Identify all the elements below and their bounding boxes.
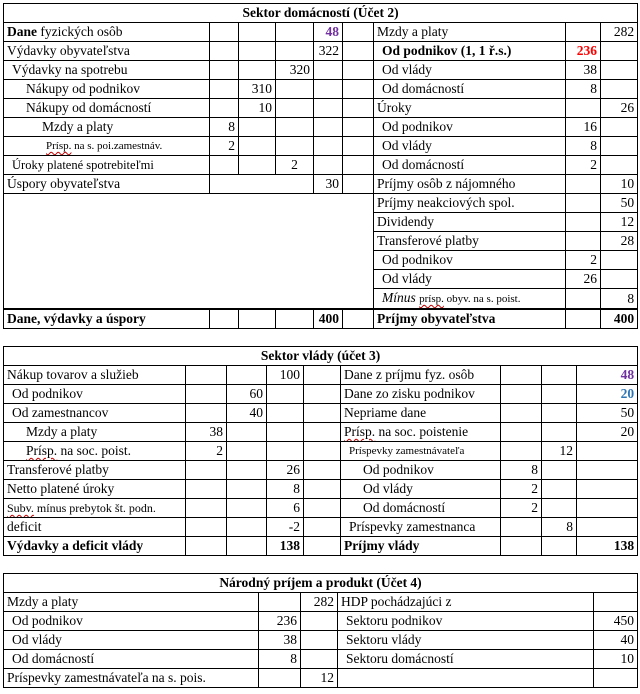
- account4-table: [3, 573, 638, 688]
- a2-left-value-1: 322: [314, 42, 343, 61]
- account2-title: Sektor domácností (Účet 2): [4, 4, 638, 23]
- a3-right-label-5: Od podnikov: [341, 461, 501, 480]
- a2-right-value-6: 8: [566, 137, 601, 156]
- a3-right-value-5: 8: [501, 461, 542, 480]
- a4-left-value-2: 38: [259, 631, 301, 650]
- a3-right-value-0: 48: [577, 366, 638, 385]
- a2-left-value-4: 10: [239, 99, 276, 118]
- a2-right-value-12: 2: [566, 251, 601, 270]
- a2-right-label-4: Úroky: [374, 99, 566, 118]
- a2-right-label-0: Mzdy a platy: [374, 23, 566, 42]
- a2-right-label-12: Od podnikov: [374, 251, 566, 270]
- a3-right-label-7: Od domácností: [341, 499, 501, 518]
- a2-right-value-5: 16: [566, 118, 601, 137]
- a2-right-label-6: Od vlády: [374, 137, 566, 156]
- a2-left-value-0: 48: [314, 23, 343, 42]
- a2-left-total-label: Dane, výdavky a úspory: [4, 309, 210, 329]
- a3-left-value-6: 8: [267, 480, 304, 499]
- a2-left-value-2: 320: [276, 61, 314, 80]
- a3-left-label-1: Od podnikov: [4, 385, 186, 404]
- a2-left-label-5: Mzdy a platy: [4, 118, 210, 137]
- a2-left-empty-block: [4, 194, 374, 310]
- a3-left-label-0: Nákup tovarov a služieb: [4, 366, 186, 385]
- account3-table: [3, 346, 638, 556]
- a3-right-value-8: 8: [542, 518, 577, 537]
- a3-right-label-6: Od vlády: [341, 480, 501, 499]
- a3-right-value-6: 2: [501, 480, 542, 499]
- a2-right-label-13: Od vlády: [374, 270, 566, 289]
- a2-right-label-9: Príjmy neakciových spol.: [374, 194, 566, 213]
- a2-left-label-2: Výdavky na spotrebu: [4, 61, 210, 80]
- a2-right-value-9: 50: [601, 194, 638, 213]
- a4-right-value-3: 10: [594, 650, 638, 669]
- a2-right-value-14: 8: [601, 289, 638, 310]
- a2-left-label-4: Nákupy od domácností: [4, 99, 210, 118]
- a3-left-label-2: Od zamestnancov: [4, 404, 186, 423]
- a3-left-value-3: 38: [186, 423, 227, 442]
- a3-right-label-0: Dane z príjmu fyz. osôb: [341, 366, 501, 385]
- a4-left-value-3: 8: [259, 650, 301, 669]
- a2-right-total-label: Príjmy obyvateľstva: [374, 309, 566, 329]
- a3-left-value-7: 6: [267, 499, 304, 518]
- a2-right-value-4: 26: [601, 99, 638, 118]
- a2-left-label-1: Výdavky obyvateľstva: [4, 42, 210, 61]
- a4-right-label-0: HDP pochádzajúci z: [338, 593, 594, 612]
- a2-right-value-11: 28: [601, 232, 638, 251]
- a3-right-label-8: Príspevky zamestnanca: [341, 518, 501, 537]
- a2-left-label-7: Úroky platené spotrebiteľmi: [4, 156, 210, 175]
- a3-left-value-1: 60: [227, 385, 267, 404]
- a2-right-value-13: 26: [566, 270, 601, 289]
- a2-right-total-value: 400: [601, 309, 638, 329]
- a2-left-total-value: 400: [314, 309, 343, 329]
- a3-right-value-3: 20: [577, 423, 638, 442]
- a2-right-value-8: 10: [601, 175, 638, 194]
- a2-right-value-0: 282: [601, 23, 638, 42]
- a3-left-value-2: 40: [227, 404, 267, 423]
- a3-left-value-5: 26: [267, 461, 304, 480]
- a4-left-value-0: 282: [301, 593, 338, 612]
- a3-left-label-3: Mzdy a platy: [4, 423, 186, 442]
- a2-right-label-11: Transferové platby: [374, 232, 566, 251]
- a3-left-label-6: Netto platené úroky: [4, 480, 186, 499]
- a4-left-label-1: Od podnikov: [4, 612, 259, 631]
- a2-right-label-8: Príjmy osôb z nájomného: [374, 175, 566, 194]
- a2-left-label-0: Dane fyzických osôb: [4, 23, 210, 42]
- a3-left-value-4: 2: [186, 442, 227, 461]
- a3-left-label-7: Subv. mínus prebytok št. podn.: [4, 499, 186, 518]
- a4-left-label-3: Od domácností: [4, 650, 259, 669]
- a3-left-value-8: -2: [267, 518, 304, 537]
- a4-left-value-1: 236: [259, 612, 301, 631]
- a4-left-value-4: 12: [301, 669, 338, 688]
- a3-right-total-label: Príjmy vlády: [341, 537, 501, 556]
- account2-table: [3, 3, 638, 329]
- a3-left-total-label: Výdavky a deficit vlády: [4, 537, 186, 556]
- a2-right-label-14: Mínus prísp. obyv. na s. poist.: [374, 289, 566, 310]
- a2-left-value-5: 8: [210, 118, 239, 137]
- a2-left-label-3: Nákupy od podnikov: [4, 80, 210, 99]
- a4-right-value-1: 450: [594, 612, 638, 631]
- a2-right-label-10: Dividendy: [374, 213, 566, 232]
- a3-right-value-1: 20: [577, 385, 638, 404]
- a4-right-value-2: 40: [594, 631, 638, 650]
- a2-left-value-3: 310: [239, 80, 276, 99]
- a2-right-value-1: 236: [566, 42, 601, 61]
- a3-right-value-4: 12: [542, 442, 577, 461]
- a2-right-value-7: 2: [566, 156, 601, 175]
- a4-left-label-0: Mzdy a platy: [4, 593, 259, 612]
- account3-title: Sektor vlády (účet 3): [4, 347, 638, 366]
- a2-right-value-3: 8: [566, 80, 601, 99]
- a3-right-label-1: Dane zo zisku podnikov: [341, 385, 501, 404]
- a3-left-label-5: Transferové platby: [4, 461, 186, 480]
- a3-left-total-value: 138: [267, 537, 304, 556]
- a2-right-value-2: 38: [566, 61, 601, 80]
- a3-left-label-4: Prísp. na soc. poist.: [4, 442, 186, 461]
- a2-left-label-8: Úspory obyvateľstva: [4, 175, 210, 194]
- a2-right-label-7: Od domácností: [374, 156, 566, 175]
- a4-right-label-1: Sektoru podnikov: [338, 612, 594, 631]
- a2-right-label-3: Od domácností: [374, 80, 566, 99]
- a3-right-label-3: Prísp. na soc. poistenie: [341, 423, 501, 442]
- a3-left-label-8: deficit: [4, 518, 186, 537]
- a2-left-value-7: 2: [276, 156, 314, 175]
- a2-right-label-1: Od podnikov (1, 1 ř.s.): [374, 42, 566, 61]
- a2-left-value-6: 2: [210, 137, 239, 156]
- a2-left-value-8: 30: [314, 175, 343, 194]
- a4-right-label-2: Sektoru vlády: [338, 631, 594, 650]
- a4-left-label-4: Príspevky zamestnávateľa na s. pois.: [4, 669, 259, 688]
- a4-right-label-3: Sektoru domácností: [338, 650, 594, 669]
- a3-left-value-0: 100: [267, 366, 304, 385]
- a4-left-label-2: Od vlády: [4, 631, 259, 650]
- a3-right-value-7: 2: [501, 499, 542, 518]
- a2-right-value-10: 12: [601, 213, 638, 232]
- a2-right-label-5: Od podnikov: [374, 118, 566, 137]
- a2-left-label-6: Prísp. na s. poi.zamestnáv.: [4, 137, 210, 156]
- a3-right-label-2: Nepriame dane: [341, 404, 501, 423]
- account4-title: Národný príjem a produkt (Účet 4): [4, 574, 638, 593]
- a3-right-total-value: 138: [577, 537, 638, 556]
- a3-right-label-4: Príspevky zamestnávateľa: [341, 442, 501, 461]
- a3-right-value-2: 50: [577, 404, 638, 423]
- a2-right-label-2: Od vlády: [374, 61, 566, 80]
